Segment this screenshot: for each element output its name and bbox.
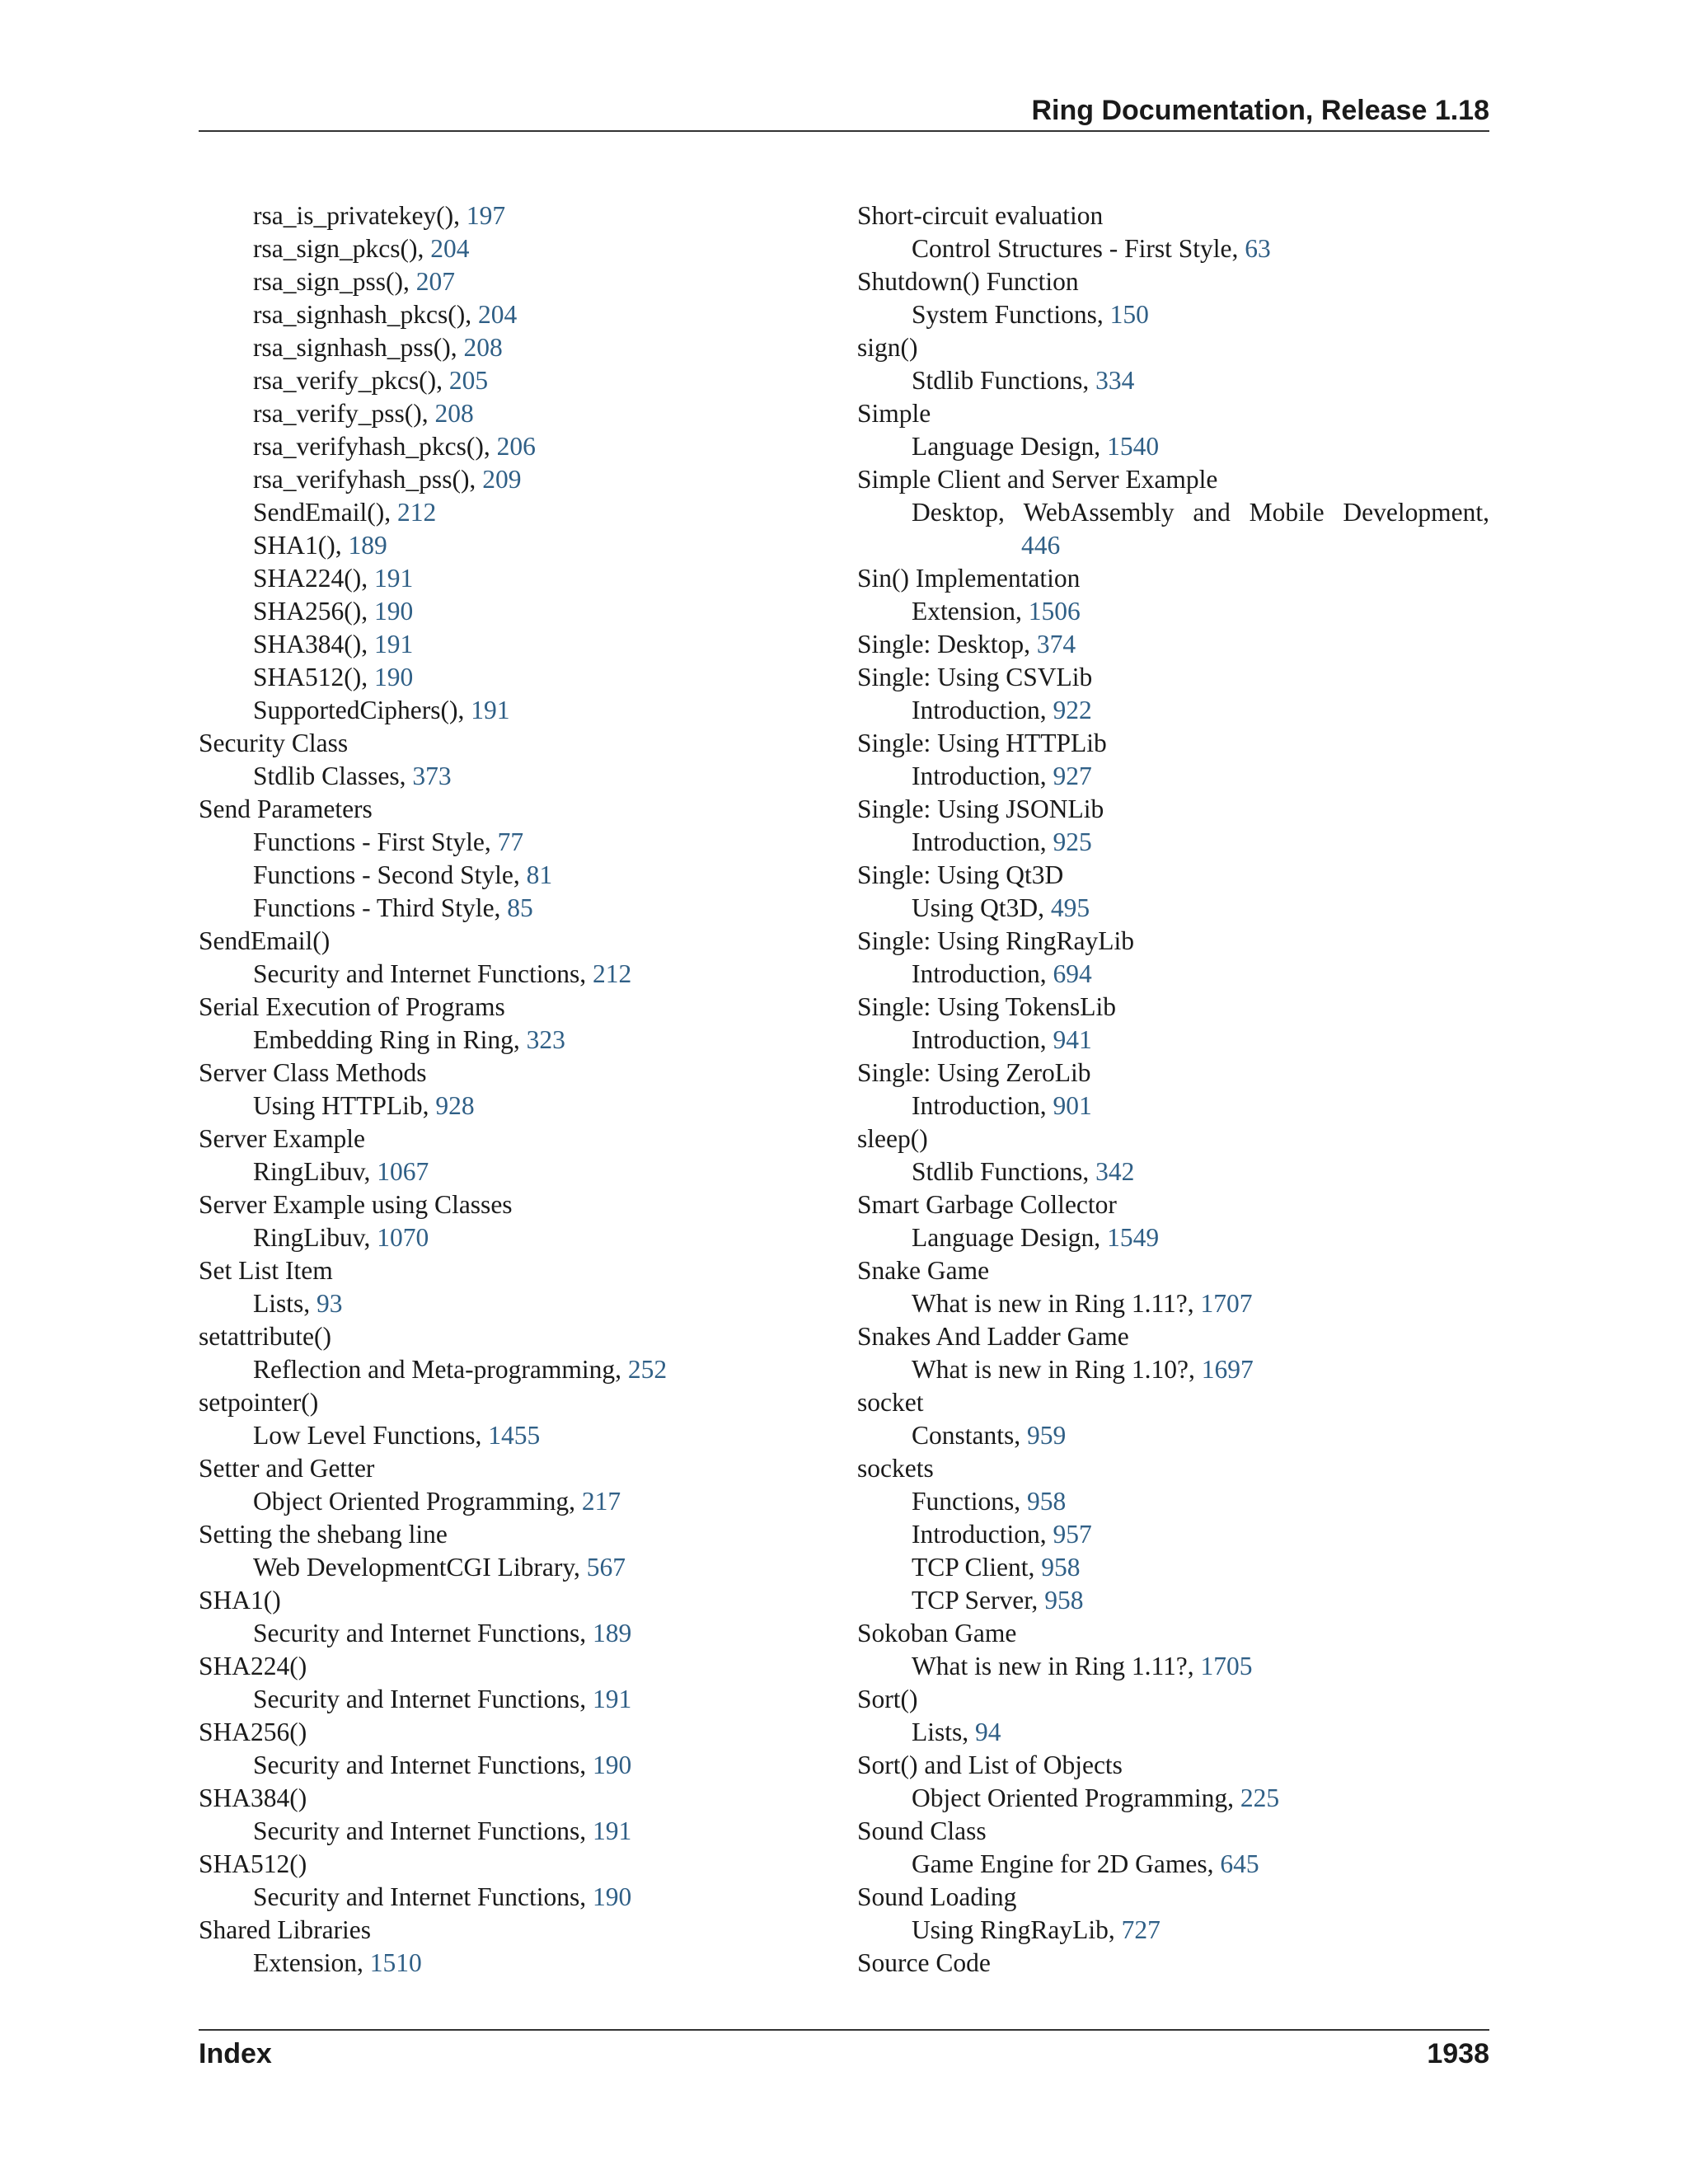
index-term (857, 1452, 1489, 1485)
index-entry-text: Using HTTPLib, (253, 1091, 436, 1120)
index-subentry (199, 1815, 825, 1848)
page-reference-link[interactable]: 1506 (1028, 597, 1081, 626)
index-entry-text: Single: Desktop, (857, 630, 1037, 658)
index-term (857, 265, 1489, 298)
index-entry-text: Setter and Getter (199, 1454, 375, 1483)
index-subentry (857, 1551, 1489, 1584)
index-subentry (199, 1683, 825, 1716)
index-term (199, 1188, 825, 1221)
index-column-right (857, 199, 1489, 1980)
page-reference-link[interactable]: 81 (526, 860, 553, 889)
index-entry-text: Shared Libraries (199, 1915, 372, 1944)
index-entry-text: RingLibuv, (253, 1157, 377, 1186)
index-term (199, 1320, 825, 1353)
index-subentry (199, 1090, 825, 1122)
page-reference-link[interactable]: 197 (466, 201, 506, 230)
index-entry-text: Game Engine for 2D Games, (912, 1849, 1221, 1878)
running-footer (199, 2029, 1489, 2077)
index-entry-text: Setting the shebang line (199, 1520, 448, 1549)
index-entry-text: Sin() Implementation (857, 564, 1081, 593)
index-subentry (199, 1221, 825, 1254)
index-subentry (199, 529, 825, 562)
index-entry-text: rsa_verifyhash_pss(), (253, 465, 483, 494)
index-term (857, 1617, 1489, 1650)
index-subentry (857, 430, 1489, 463)
index-entry-text: Simple (857, 399, 931, 428)
index-entry-text: sign() (857, 333, 918, 362)
index-entry-text: Sort() (857, 1685, 918, 1713)
index-entry-text: rsa_signhash_pss(), (253, 333, 464, 362)
index-subentry (199, 1419, 825, 1452)
index-term (857, 661, 1489, 694)
index-term (199, 1518, 825, 1551)
index-entry-text: Single: Using Qt3D (857, 860, 1064, 889)
index-subentry (199, 331, 825, 364)
index-subentry (199, 430, 825, 463)
index-term (857, 463, 1489, 496)
index-entry-text: setpointer() (199, 1388, 319, 1417)
index-entry-text: Server Example (199, 1124, 366, 1153)
index-entry-text: rsa_verifyhash_pkcs(), (253, 432, 497, 461)
index-term (857, 1320, 1489, 1353)
index-entry-text: rsa_sign_pss(), (253, 267, 416, 296)
page-reference-link[interactable]: 645 (1220, 1849, 1259, 1878)
page-reference-link[interactable]: 495 (1050, 893, 1090, 922)
page-reference-link[interactable]: 958 (1027, 1487, 1067, 1516)
page-reference-link[interactable]: 342 (1095, 1157, 1135, 1186)
index-entry-text: Functions - Second Style, (253, 860, 527, 889)
index-subentry (857, 1914, 1489, 1947)
index-entry-word: WebAssembly (1023, 498, 1175, 527)
index-term (857, 1122, 1489, 1155)
index-entry-text: socket (857, 1388, 924, 1417)
index-subentry (199, 1155, 825, 1188)
index-entry-text: Language Design, (912, 432, 1108, 461)
index-term (199, 1057, 825, 1090)
index-entry-word: and (1193, 498, 1231, 527)
page-reference-link[interactable]: 208 (434, 399, 474, 428)
index-entry-text: Set List Item (199, 1256, 333, 1285)
index-subentry (199, 1749, 825, 1782)
index-subentry (199, 496, 825, 529)
page-reference-link[interactable]: 1067 (377, 1157, 429, 1186)
index-entry-text: SupportedCiphers(), (253, 696, 471, 724)
index-entry-text: Security and Internet Functions, (253, 1619, 593, 1647)
page-reference-link[interactable]: 77 (497, 827, 524, 856)
index-entry-text: Using RingRayLib, (912, 1915, 1122, 1944)
index-entry-text: SHA512(), (253, 663, 374, 691)
index-entry-text: Using Qt3D, (912, 893, 1051, 922)
index-term (857, 991, 1489, 1024)
index-entry-word: Mobile (1249, 498, 1325, 527)
index-subentry (199, 628, 825, 661)
page-number: 1938 (1427, 2038, 1489, 2069)
index-subentry (857, 1419, 1489, 1452)
index-subentry (857, 1024, 1489, 1057)
index-entry-text: rsa_signhash_pkcs(), (253, 300, 478, 329)
index-entry-text: Stdlib Classes, (253, 762, 413, 790)
index-subentry (857, 1716, 1489, 1749)
index-term (857, 1057, 1489, 1090)
index-entry-text: Reflection and Meta-programming, (253, 1355, 628, 1384)
index-entry-text: Web DevelopmentCGI Library, (253, 1553, 587, 1582)
page-reference-link[interactable]: 63 (1245, 234, 1271, 263)
index-subentry (857, 1584, 1489, 1617)
page-reference-link[interactable]: 446 (1021, 531, 1061, 560)
index-entry-text: Stdlib Functions, (912, 366, 1096, 395)
index-subentry (199, 463, 825, 496)
page-reference-link[interactable]: 958 (1044, 1586, 1084, 1615)
index-entry-text: Serial Execution of Programs (199, 992, 505, 1021)
page-reference-link[interactable]: 209 (482, 465, 522, 494)
index-entry-text: Introduction, (912, 696, 1053, 724)
index-entry-text: Single: Using HTTPLib (857, 729, 1107, 757)
index-subentry (857, 364, 1489, 397)
page-reference-link[interactable]: 252 (627, 1355, 668, 1384)
index-entry-word: Desktop, (912, 498, 1005, 527)
index-entry-text: Low Level Functions, (253, 1421, 489, 1450)
index-entry-text: Sort() and List of Objects (857, 1750, 1123, 1779)
index-term (857, 1749, 1489, 1782)
index-subentry (199, 694, 825, 727)
index-subentry (199, 1947, 825, 1980)
index-entry-text: Smart Garbage Collector (857, 1190, 1117, 1219)
index-term (857, 1254, 1489, 1287)
page-reference-link[interactable]: 191 (593, 1816, 632, 1845)
page-reference-link[interactable]: 190 (374, 597, 414, 626)
page-reference-link[interactable]: 206 (496, 432, 536, 461)
page-reference-link[interactable]: 191 (471, 696, 510, 724)
index-entry-text: TCP Server, (912, 1586, 1045, 1615)
page-reference-link[interactable]: 190 (593, 1750, 632, 1779)
page-reference-link[interactable]: 1510 (369, 1948, 422, 1977)
index-entry-text: RingLibuv, (253, 1223, 377, 1252)
index-subentry (199, 265, 825, 298)
page-reference-link[interactable]: 85 (507, 893, 533, 922)
page-reference-link[interactable]: 1697 (1201, 1355, 1254, 1384)
index-term (857, 925, 1489, 958)
index-entry-text (912, 496, 1489, 529)
index-entry-text: Sound Class (857, 1816, 987, 1845)
page-reference-link[interactable]: 922 (1053, 696, 1092, 724)
index-entry-text: SHA256() (199, 1718, 307, 1746)
page-reference-link[interactable]: 93 (316, 1289, 343, 1318)
index-entry-text: Security and Internet Functions, (253, 1882, 593, 1911)
index-subentry (199, 1287, 825, 1320)
index-subentry (857, 892, 1489, 925)
index-entry-text: Single: Using RingRayLib (857, 926, 1135, 955)
index-entry-text: Extension, (912, 597, 1029, 626)
running-header (199, 89, 1489, 132)
page-reference-link[interactable]: 959 (1027, 1421, 1067, 1450)
index-term (199, 991, 825, 1024)
page-reference-link[interactable]: 374 (1036, 630, 1076, 658)
page-reference-link[interactable]: 957 (1053, 1520, 1092, 1549)
index-subentry (857, 1287, 1489, 1320)
page-reference-link[interactable]: 94 (975, 1718, 1001, 1746)
index-subentry (199, 661, 825, 694)
page-reference-link[interactable]: 208 (463, 333, 503, 362)
page-reference-link[interactable]: 217 (581, 1487, 621, 1516)
index-subentry (857, 496, 1489, 562)
index-term (857, 793, 1489, 826)
document-title: Ring Documentation, Release 1.18 (1031, 95, 1489, 126)
page-reference-link[interactable]: 901 (1053, 1091, 1092, 1120)
index-entry-text: Extension, (253, 1948, 370, 1977)
page-reference-link[interactable]: 189 (348, 531, 387, 560)
page-reference-link[interactable]: 1540 (1107, 432, 1160, 461)
index-entry-text: SHA384(), (253, 630, 374, 658)
page-reference-link[interactable]: 191 (374, 630, 414, 658)
index-term (857, 1815, 1489, 1848)
index-subentry (857, 1518, 1489, 1551)
page-reference-link[interactable]: 1707 (1200, 1289, 1253, 1318)
index-term (199, 727, 825, 760)
index-entry-text: rsa_verify_pkcs(), (253, 366, 449, 395)
index-entry-text: SHA1() (199, 1586, 281, 1615)
index-term (199, 1584, 825, 1617)
index-subentry (199, 958, 825, 991)
index-entry-text: Simple Client and Server Example (857, 465, 1218, 494)
index-entry-text: SendEmail(), (253, 498, 397, 527)
index-term (857, 859, 1489, 892)
page-reference-link[interactable]: 189 (593, 1619, 632, 1647)
page-reference-link[interactable]: 567 (586, 1553, 626, 1582)
index-entry-text: SHA384() (199, 1783, 307, 1812)
index-subentry (857, 1221, 1489, 1254)
index-entry-text: Introduction, (912, 827, 1053, 856)
page-reference-link[interactable]: 727 (1121, 1915, 1160, 1944)
index-subentry (857, 1090, 1489, 1122)
page-reference-link[interactable]: 204 (430, 234, 470, 263)
index-entry-text: SHA512() (199, 1849, 307, 1878)
index-entry-text: Send Parameters (199, 794, 373, 823)
index-entry-text: What is new in Ring 1.10?, (912, 1355, 1202, 1384)
page-reference-link[interactable]: 1549 (1107, 1223, 1160, 1252)
index-term (857, 199, 1489, 232)
index-term (199, 1386, 825, 1419)
index-term (857, 1881, 1489, 1914)
index-term (199, 1650, 825, 1683)
index-term (199, 1848, 825, 1881)
index-term (857, 1683, 1489, 1716)
index-subentry (199, 232, 825, 265)
page-reference-link[interactable]: 204 (477, 300, 518, 329)
index-subentry (857, 958, 1489, 991)
index-entry-text: SHA224() (199, 1652, 307, 1680)
page-reference-link[interactable]: 207 (415, 267, 455, 296)
index-term (857, 1188, 1489, 1221)
page-reference-link[interactable]: 150 (1109, 300, 1149, 329)
index-subentry (199, 562, 825, 595)
index-subentry (857, 1848, 1489, 1881)
index-entry-text: Introduction, (912, 1091, 1053, 1120)
index-entry-text: Functions - First Style, (253, 827, 498, 856)
page-reference-link[interactable]: 927 (1053, 762, 1092, 790)
index-entry-text: What is new in Ring 1.11?, (912, 1652, 1201, 1680)
index-entry-text: Single: Using ZeroLib (857, 1058, 1091, 1087)
index-entry-text: Server Class Methods (199, 1058, 427, 1087)
index-entry-word: Development, (1343, 498, 1489, 527)
index-entry-text: Security Class (199, 729, 349, 757)
page-reference-link[interactable]: 205 (448, 366, 489, 395)
index-subentry (857, 1782, 1489, 1815)
index-subentry (857, 760, 1489, 793)
page-reference-link[interactable]: 212 (593, 959, 632, 988)
page-reference-link[interactable]: 191 (593, 1685, 632, 1713)
index-subentry (199, 595, 825, 628)
index-column-left (199, 199, 825, 1980)
index-subentry (199, 1551, 825, 1584)
index-subentry (857, 694, 1489, 727)
page-reference-link[interactable]: 334 (1095, 366, 1135, 395)
index-entry-text: rsa_verify_pss(), (253, 399, 435, 428)
index-subentry (857, 826, 1489, 859)
index-entry-text: Sokoban Game (857, 1619, 1017, 1647)
index-entry-text: TCP Client, (912, 1553, 1042, 1582)
index-term (199, 1452, 825, 1485)
index-entry-text: Security and Internet Functions, (253, 959, 593, 988)
index-entry-text: Constants, (912, 1421, 1028, 1450)
index-entry-text: Snakes And Ladder Game (857, 1322, 1129, 1351)
page-reference-link[interactable]: 373 (412, 762, 452, 790)
index-term (857, 331, 1489, 364)
index-subentry (199, 1617, 825, 1650)
page-reference-link[interactable]: 925 (1053, 827, 1092, 856)
page-reference-link[interactable]: 323 (526, 1025, 565, 1054)
index-entry-text: SHA224(), (253, 564, 374, 593)
page-reference-link[interactable]: 694 (1053, 959, 1092, 988)
index-entry-text: Shutdown() Function (857, 267, 1079, 296)
index-subentry (199, 859, 825, 892)
index-subentry (857, 1155, 1489, 1188)
page-reference-link[interactable]: 191 (374, 564, 414, 593)
index-subentry (857, 1650, 1489, 1683)
page-reference-link[interactable]: 1455 (488, 1421, 541, 1450)
index-term (199, 925, 825, 958)
index-term (199, 1122, 825, 1155)
index-entry-text: Lists, (912, 1718, 976, 1746)
index-entry-text: Sound Loading (857, 1882, 1017, 1911)
index-entry-text: Functions, (912, 1487, 1028, 1516)
page-reference-link[interactable]: 1705 (1200, 1652, 1253, 1680)
page-reference-link[interactable]: 190 (374, 663, 414, 691)
index-subentry (199, 364, 825, 397)
index-entry-text: Language Design, (912, 1223, 1108, 1252)
index-entry-text: rsa_sign_pkcs(), (253, 234, 431, 263)
page-reference-link[interactable]: 928 (435, 1091, 475, 1120)
index-subentry (199, 892, 825, 925)
index-subentry (199, 760, 825, 793)
index-subentry (199, 397, 825, 430)
index-term (857, 562, 1489, 595)
footer-section-name: Index (199, 2038, 272, 2069)
index-term (857, 1947, 1489, 1980)
index-subentry (199, 298, 825, 331)
index-term (857, 397, 1489, 430)
index-subentry (199, 1881, 825, 1914)
page-reference-link[interactable]: 958 (1041, 1553, 1081, 1582)
index-entry-text: Introduction, (912, 959, 1053, 988)
page-reference-link[interactable]: 225 (1240, 1783, 1280, 1812)
index-term (857, 727, 1489, 760)
index-entry-text: SHA256(), (253, 597, 374, 626)
index-subentry (199, 1024, 825, 1057)
index-entry-text: sleep() (857, 1124, 928, 1153)
index-subentry (857, 232, 1489, 265)
index-term (199, 1716, 825, 1749)
index-entry-text: Embedding Ring in Ring, (253, 1025, 527, 1054)
index-entry-text: Snake Game (857, 1256, 990, 1285)
index-entry-text: Stdlib Functions, (912, 1157, 1096, 1186)
index-term (199, 793, 825, 826)
index-subentry (199, 199, 825, 232)
index-entry-text: sockets (857, 1454, 934, 1483)
index-entry-text: Object Oriented Programming, (912, 1783, 1240, 1812)
index-entry-text: Lists, (253, 1289, 317, 1318)
index-entry-text: Short-circuit evaluation (857, 201, 1104, 230)
index-entry-text: Security and Internet Functions, (253, 1750, 593, 1779)
index-entry-text: SHA1(), (253, 531, 349, 560)
page-reference-link[interactable]: 941 (1053, 1025, 1092, 1054)
index-entry-text: setattribute() (199, 1322, 331, 1351)
index-subentry (199, 1353, 825, 1386)
page-reference-link[interactable]: 212 (396, 498, 437, 527)
index-entry-text: Server Example using Classes (199, 1190, 513, 1219)
index-entry-text: rsa_is_privatekey(), (253, 201, 467, 230)
index-subentry (857, 1353, 1489, 1386)
index-entry-text: Introduction, (912, 762, 1053, 790)
index-term (199, 1254, 825, 1287)
index-subentry (857, 595, 1489, 628)
index-entry-text: Functions - Third Style, (253, 893, 508, 922)
index-term (199, 1782, 825, 1815)
page-reference-link[interactable]: 1070 (377, 1223, 429, 1252)
index-term (199, 1914, 825, 1947)
index-entry-text: SendEmail() (199, 926, 331, 955)
index-entry-text: Single: Using CSVLib (857, 663, 1093, 691)
page-reference-link[interactable]: 190 (593, 1882, 632, 1911)
index-entry-text: Control Structures - First Style, (912, 234, 1245, 263)
index-subentry (857, 298, 1489, 331)
index-entry-text: Object Oriented Programming, (253, 1487, 582, 1516)
index-entry-text: Single: Using TokensLib (857, 992, 1116, 1021)
index-entry-text: What is new in Ring 1.11?, (912, 1289, 1201, 1318)
index-entry-text: Security and Internet Functions, (253, 1685, 593, 1713)
index-entry-text: System Functions, (912, 300, 1110, 329)
index-entry-text: Single: Using JSONLib (857, 794, 1104, 823)
index-term (857, 628, 1489, 661)
index-entry-text: Security and Internet Functions, (253, 1816, 593, 1845)
index-subentry (199, 1485, 825, 1518)
index-entry-text: Introduction, (912, 1025, 1053, 1054)
index-entry-text: Source Code (857, 1948, 991, 1977)
index-subentry (857, 1485, 1489, 1518)
index-subentry (199, 826, 825, 859)
index-entry-text: Introduction, (912, 1520, 1053, 1549)
index-term (857, 1386, 1489, 1419)
